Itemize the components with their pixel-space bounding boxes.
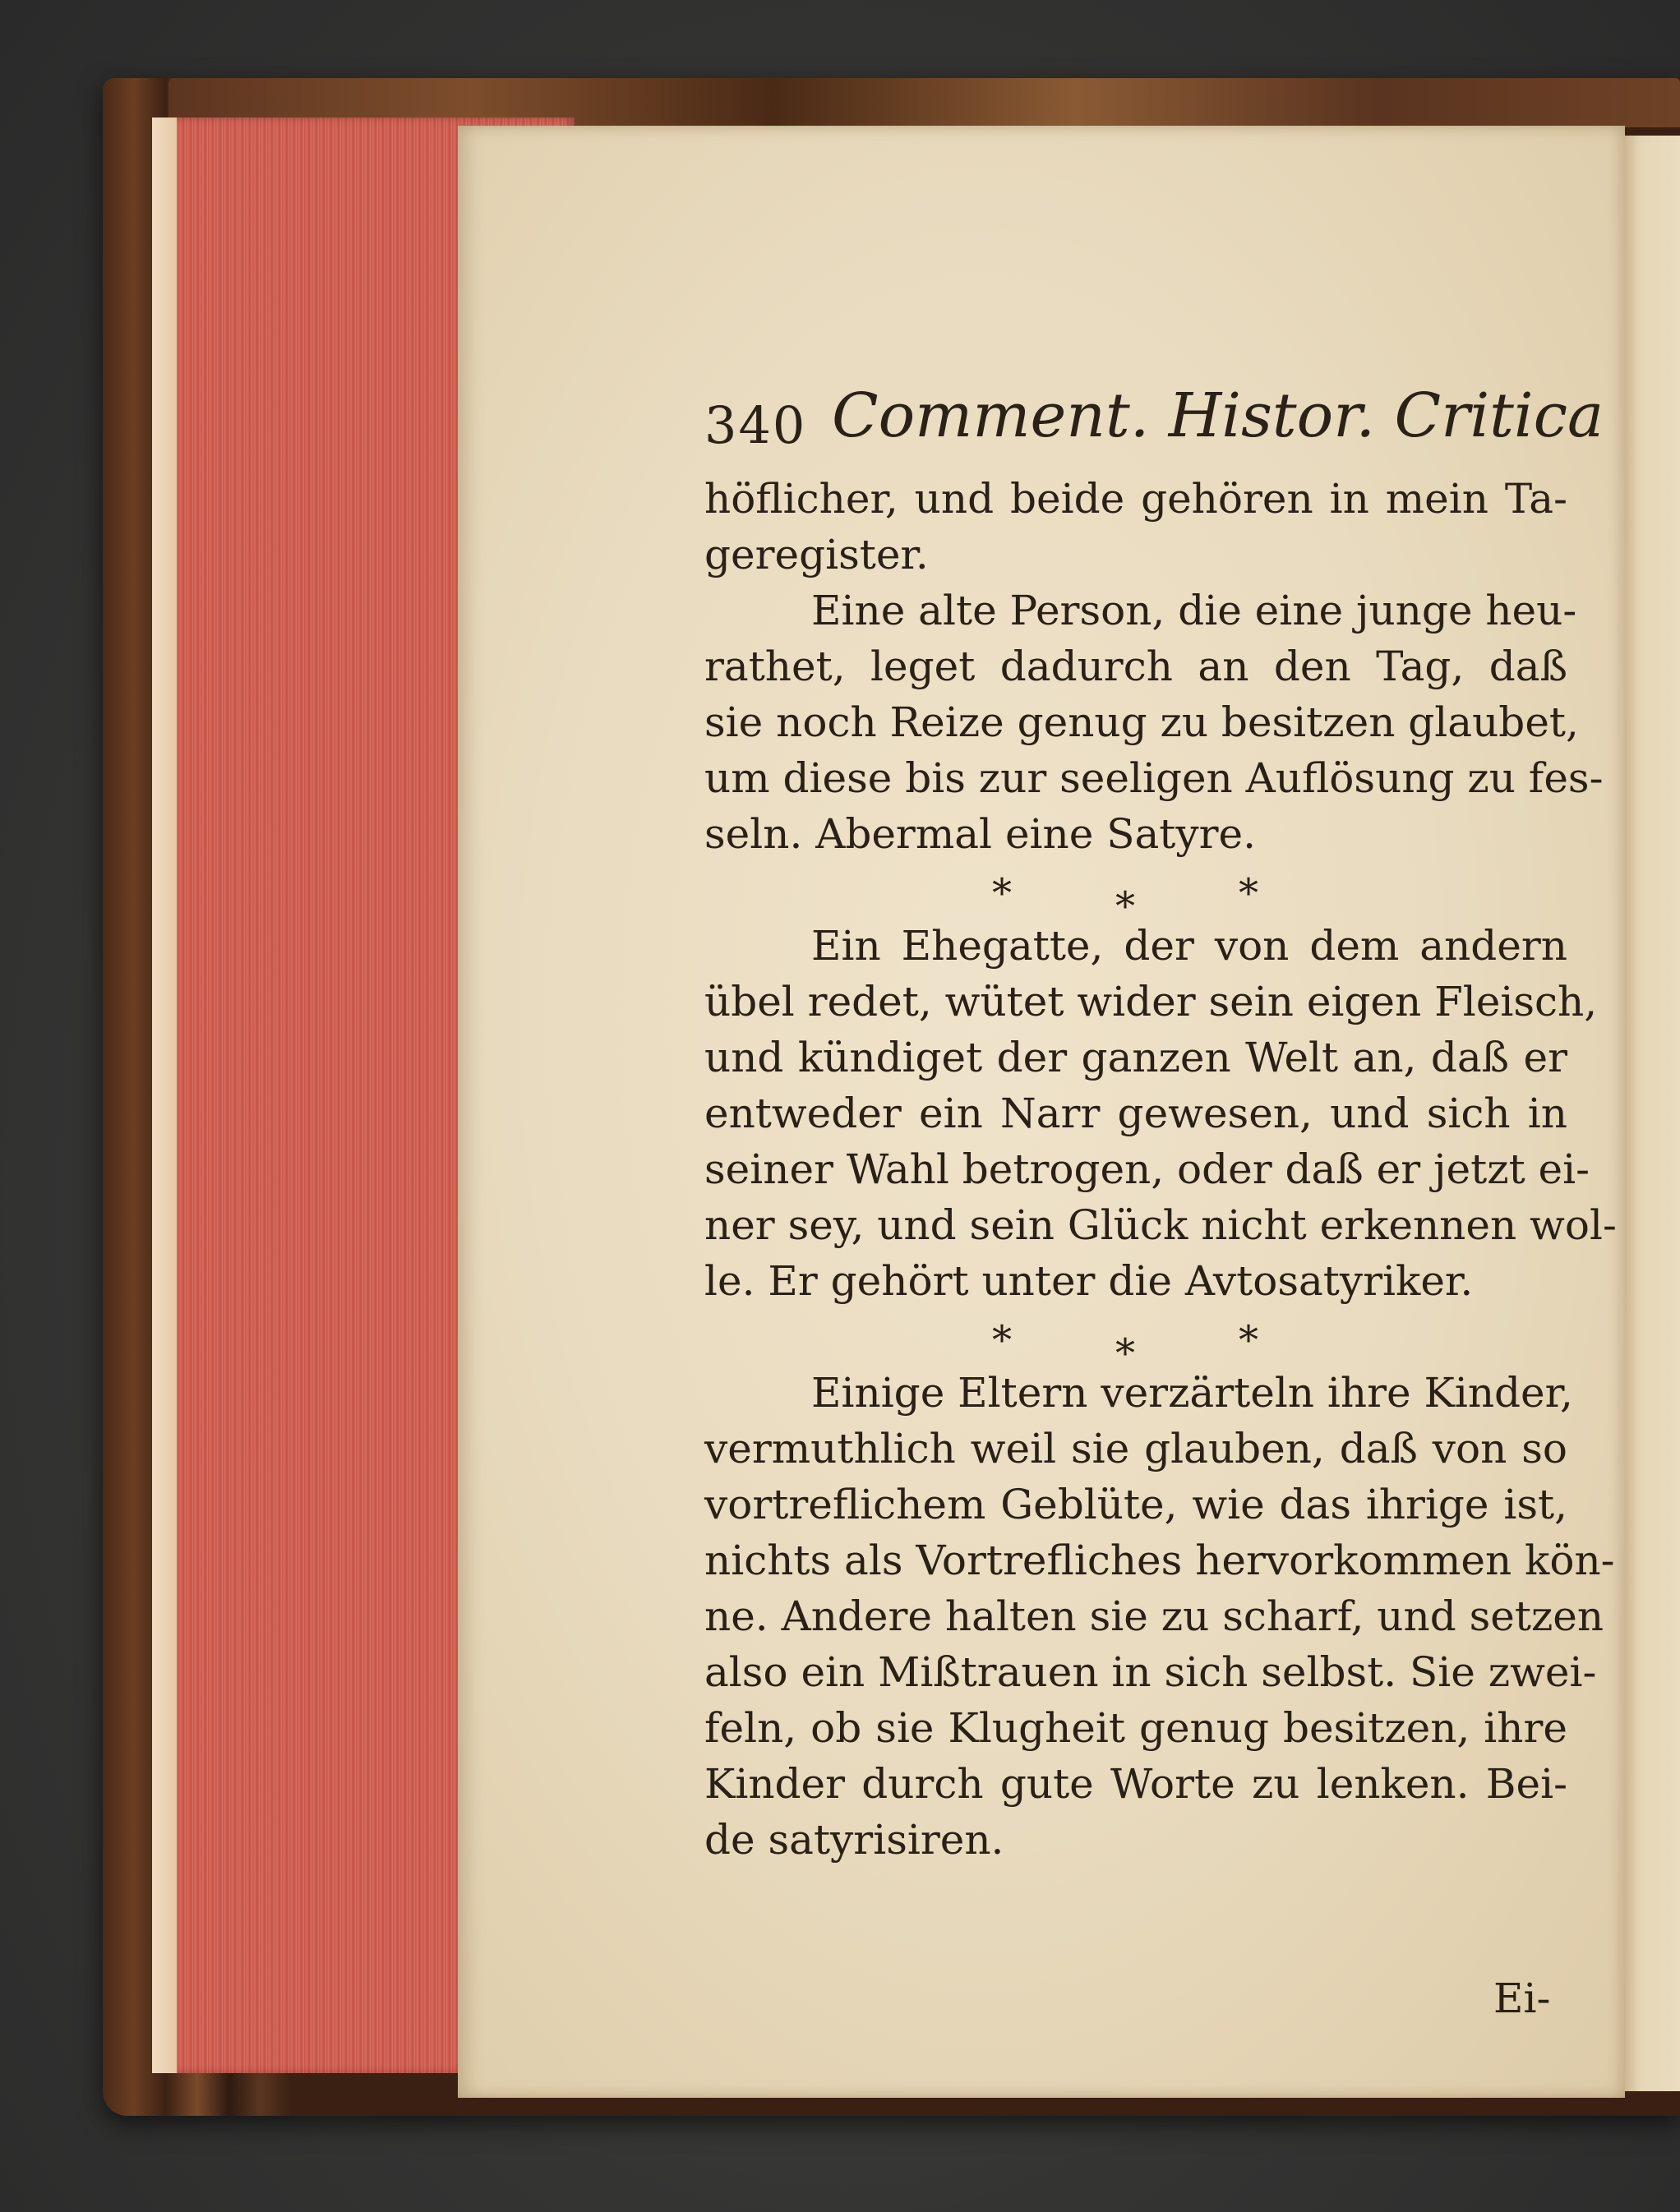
text-line: Eine alte Person, die eine junge heu- bbox=[811, 587, 1577, 634]
text-line: feln, ob sie Klugheit genug besitzen, ihre bbox=[704, 1704, 1567, 1752]
text-line: rathet, leget dadurch an den Tag, daß bbox=[704, 643, 1567, 690]
text-line: um diese bis zur seeligen Auflösung zu fes- bbox=[704, 754, 1604, 802]
text-line: sie noch Reize genug zu besitzen glaubet, bbox=[704, 698, 1579, 746]
text-line: nichts als Vortrefliches hervorkommen kön- bbox=[704, 1537, 1615, 1584]
text-line: also ein Mißtrauen in sich selbst. Sie zwei- bbox=[704, 1648, 1597, 1696]
running-title: Comment. Histor. Critica bbox=[832, 380, 1604, 451]
page-text bbox=[704, 471, 1617, 1868]
asterisk: * bbox=[1239, 1317, 1258, 1363]
text-line: entweder ein Narr gewesen, und sich in bbox=[704, 1090, 1567, 1137]
asterisk: * bbox=[1115, 883, 1135, 929]
section-separator bbox=[704, 1309, 1567, 1376]
asterisk: * bbox=[1239, 870, 1258, 916]
asterisk: * bbox=[992, 870, 1012, 916]
section-separator bbox=[704, 862, 1567, 929]
text-line: Einige Eltern verzärteln ihre Kinder, bbox=[811, 1369, 1573, 1417]
text-line: und kündiget der ganzen Welt an, daß er bbox=[704, 1034, 1567, 1081]
text-line: vortreflichem Geblüte, wie das ihrige ist, bbox=[704, 1481, 1567, 1528]
text-line: geregister. bbox=[704, 531, 929, 578]
text-line: vermuthlich weil sie glauben, daß von so bbox=[704, 1425, 1567, 1472]
text-line: übel redet, wütet wider sein eigen Fleisch, bbox=[704, 978, 1598, 1025]
facing-page-edge bbox=[1623, 136, 1680, 2091]
text-line: Kinder durch gute Worte zu lenken. Bei- bbox=[704, 1760, 1567, 1808]
open-book bbox=[103, 78, 1680, 2132]
asterisk: * bbox=[1115, 1330, 1135, 1376]
text-line: Ein Ehegatte, der von dem andern bbox=[811, 922, 1567, 970]
page-block-margin bbox=[152, 118, 177, 2073]
text-line: de satyrisiren. bbox=[704, 1816, 1004, 1864]
text-line: seln. Abermal eine Satyre. bbox=[704, 810, 1256, 858]
page-header bbox=[704, 380, 1604, 471]
text-line: ner sey, und sein Glück nicht erkennen wol- bbox=[704, 1201, 1617, 1249]
page-number: 340 bbox=[704, 395, 807, 455]
catchword: Ei- bbox=[1493, 1975, 1551, 2022]
asterisk: * bbox=[992, 1317, 1012, 1363]
text-line: le. Er gehört unter die Avtosatyriker. bbox=[704, 1257, 1474, 1305]
text-line: höflicher, und beide gehören in mein Ta- bbox=[704, 475, 1567, 523]
text-line: seiner Wahl betrogen, oder daß er jetzt ei- bbox=[704, 1145, 1590, 1193]
text-line: ne. Andere halten sie zu scharf, und setzen bbox=[704, 1592, 1604, 1640]
book-page bbox=[458, 126, 1625, 2098]
